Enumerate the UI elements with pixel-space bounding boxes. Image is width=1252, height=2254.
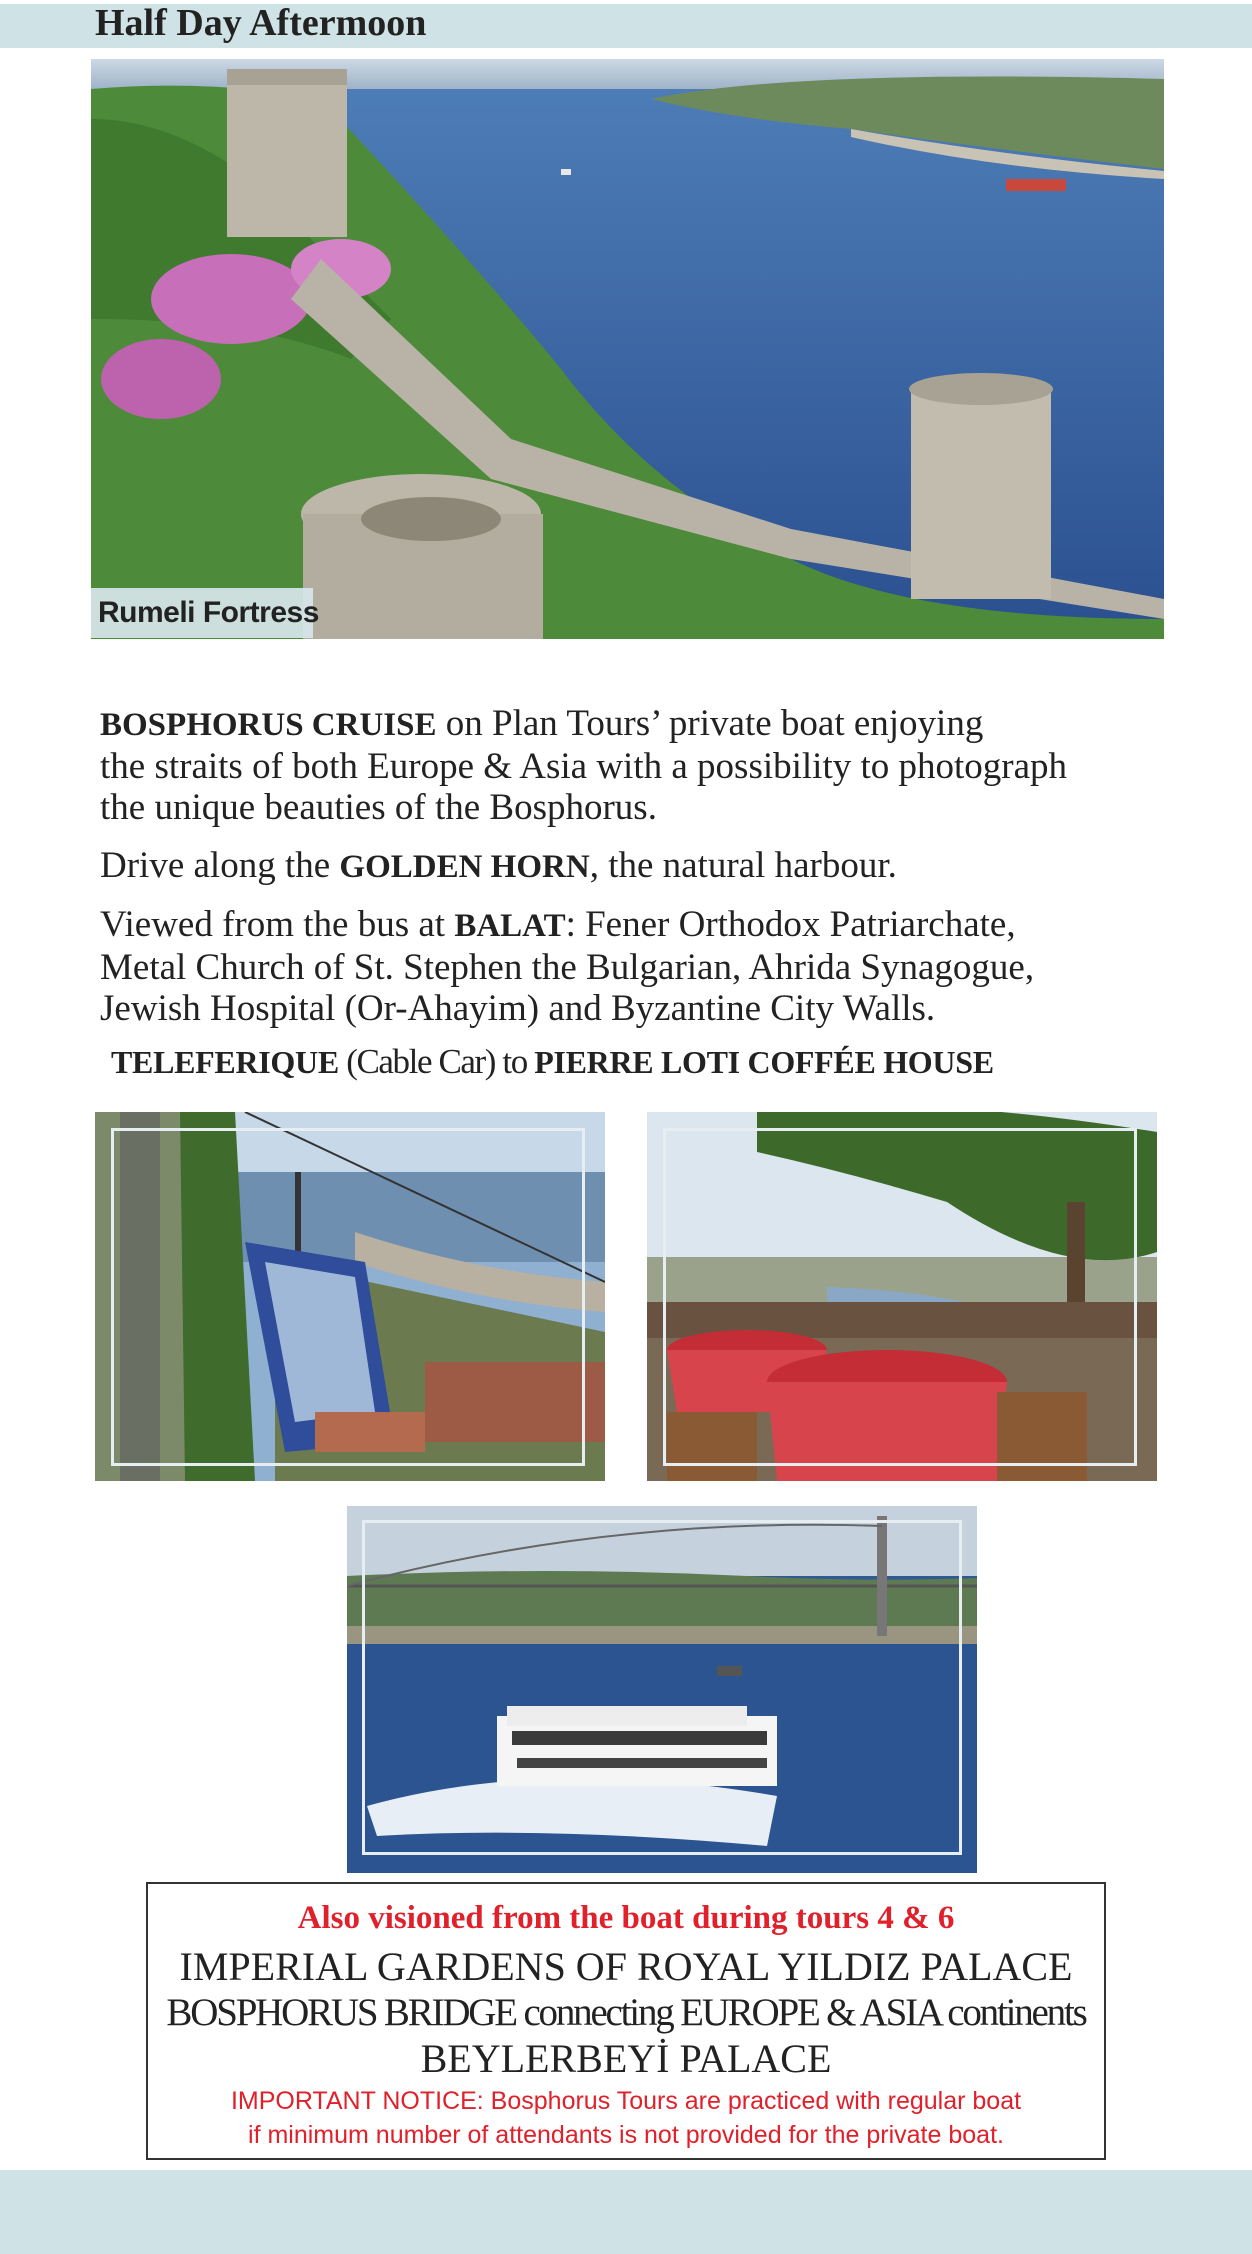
p2-post: , the natural harbour. — [589, 845, 897, 886]
teleferique-label: TELEFERIQUE — [111, 1044, 339, 1080]
notice-heading: Also visioned from the boat during tours 4 & 6 — [297, 1900, 955, 1936]
important-notice-line1: IMPORTANT NOTICE: Bosphorus Tours are practiced with regular boat — [230, 2087, 1022, 2115]
paragraph-balat — [100, 904, 1034, 1029]
notice-imperial-gardens: IMPERIAL GARDENS OF ROYAL YILDIZ PALACE — [179, 1944, 1073, 1989]
rumeli-fortress-photo — [91, 59, 1164, 639]
p3-line3: Jewish Hospital (Or-Ahayim) and Byzantine City Walls. — [100, 988, 936, 1029]
bosphorus-boat-photo — [347, 1506, 977, 1873]
p1-line1: on Plan Tours’ private boat enjoying — [436, 703, 984, 744]
teleferique-line — [111, 1042, 994, 1082]
p2-pre: Drive along the — [100, 845, 340, 886]
p1-line2: the straits of both Europe & Asia with a possibility to photograph — [100, 746, 1068, 787]
pierre-loti-cafe-photo — [647, 1112, 1157, 1481]
p4-mid: (Cable Car) to — [338, 1042, 535, 1081]
golden-horn-label: GOLDEN HORN — [339, 849, 590, 885]
important-notice — [148, 2084, 1104, 2152]
paragraph-golden-horn — [100, 845, 897, 888]
notice-bosphorus-bridge: BOSPHORUS BRIDGE connecting EUROPE & ASIA continents — [166, 1991, 1086, 2034]
bottom-band — [0, 2170, 1252, 2254]
photo-caption: Rumeli Fortress — [98, 596, 319, 629]
page-title: Half Day Aftermoon — [95, 2, 427, 44]
pierre-loti-label: PIERRE LOTI COFFÉE HOUSE — [534, 1044, 994, 1080]
paragraph-bosphorus-cruise — [100, 703, 1067, 828]
p1-line3: the unique beauties of the Bosphorus. — [100, 787, 657, 828]
bosphorus-cruise-label: BOSPHORUS CRUISE — [100, 707, 437, 743]
notice-beylerbeyi-palace: BEYLERBEYİ PALACE — [420, 2036, 832, 2081]
p3-line2: Metal Church of St. Stephen the Bulgarian, Ahrida Synagogue, — [100, 947, 1035, 988]
p3-pre: Viewed from the bus at — [100, 904, 455, 945]
notice-box — [146, 1882, 1106, 2160]
cable-car-photo — [95, 1112, 605, 1481]
balat-label: BALAT — [454, 908, 566, 944]
p3-post-line1: : Fener Orthodox Patriarchate, — [565, 904, 1016, 945]
important-notice-line2: if minimum number of attendants is not provided for the private boat. — [248, 2121, 1004, 2149]
